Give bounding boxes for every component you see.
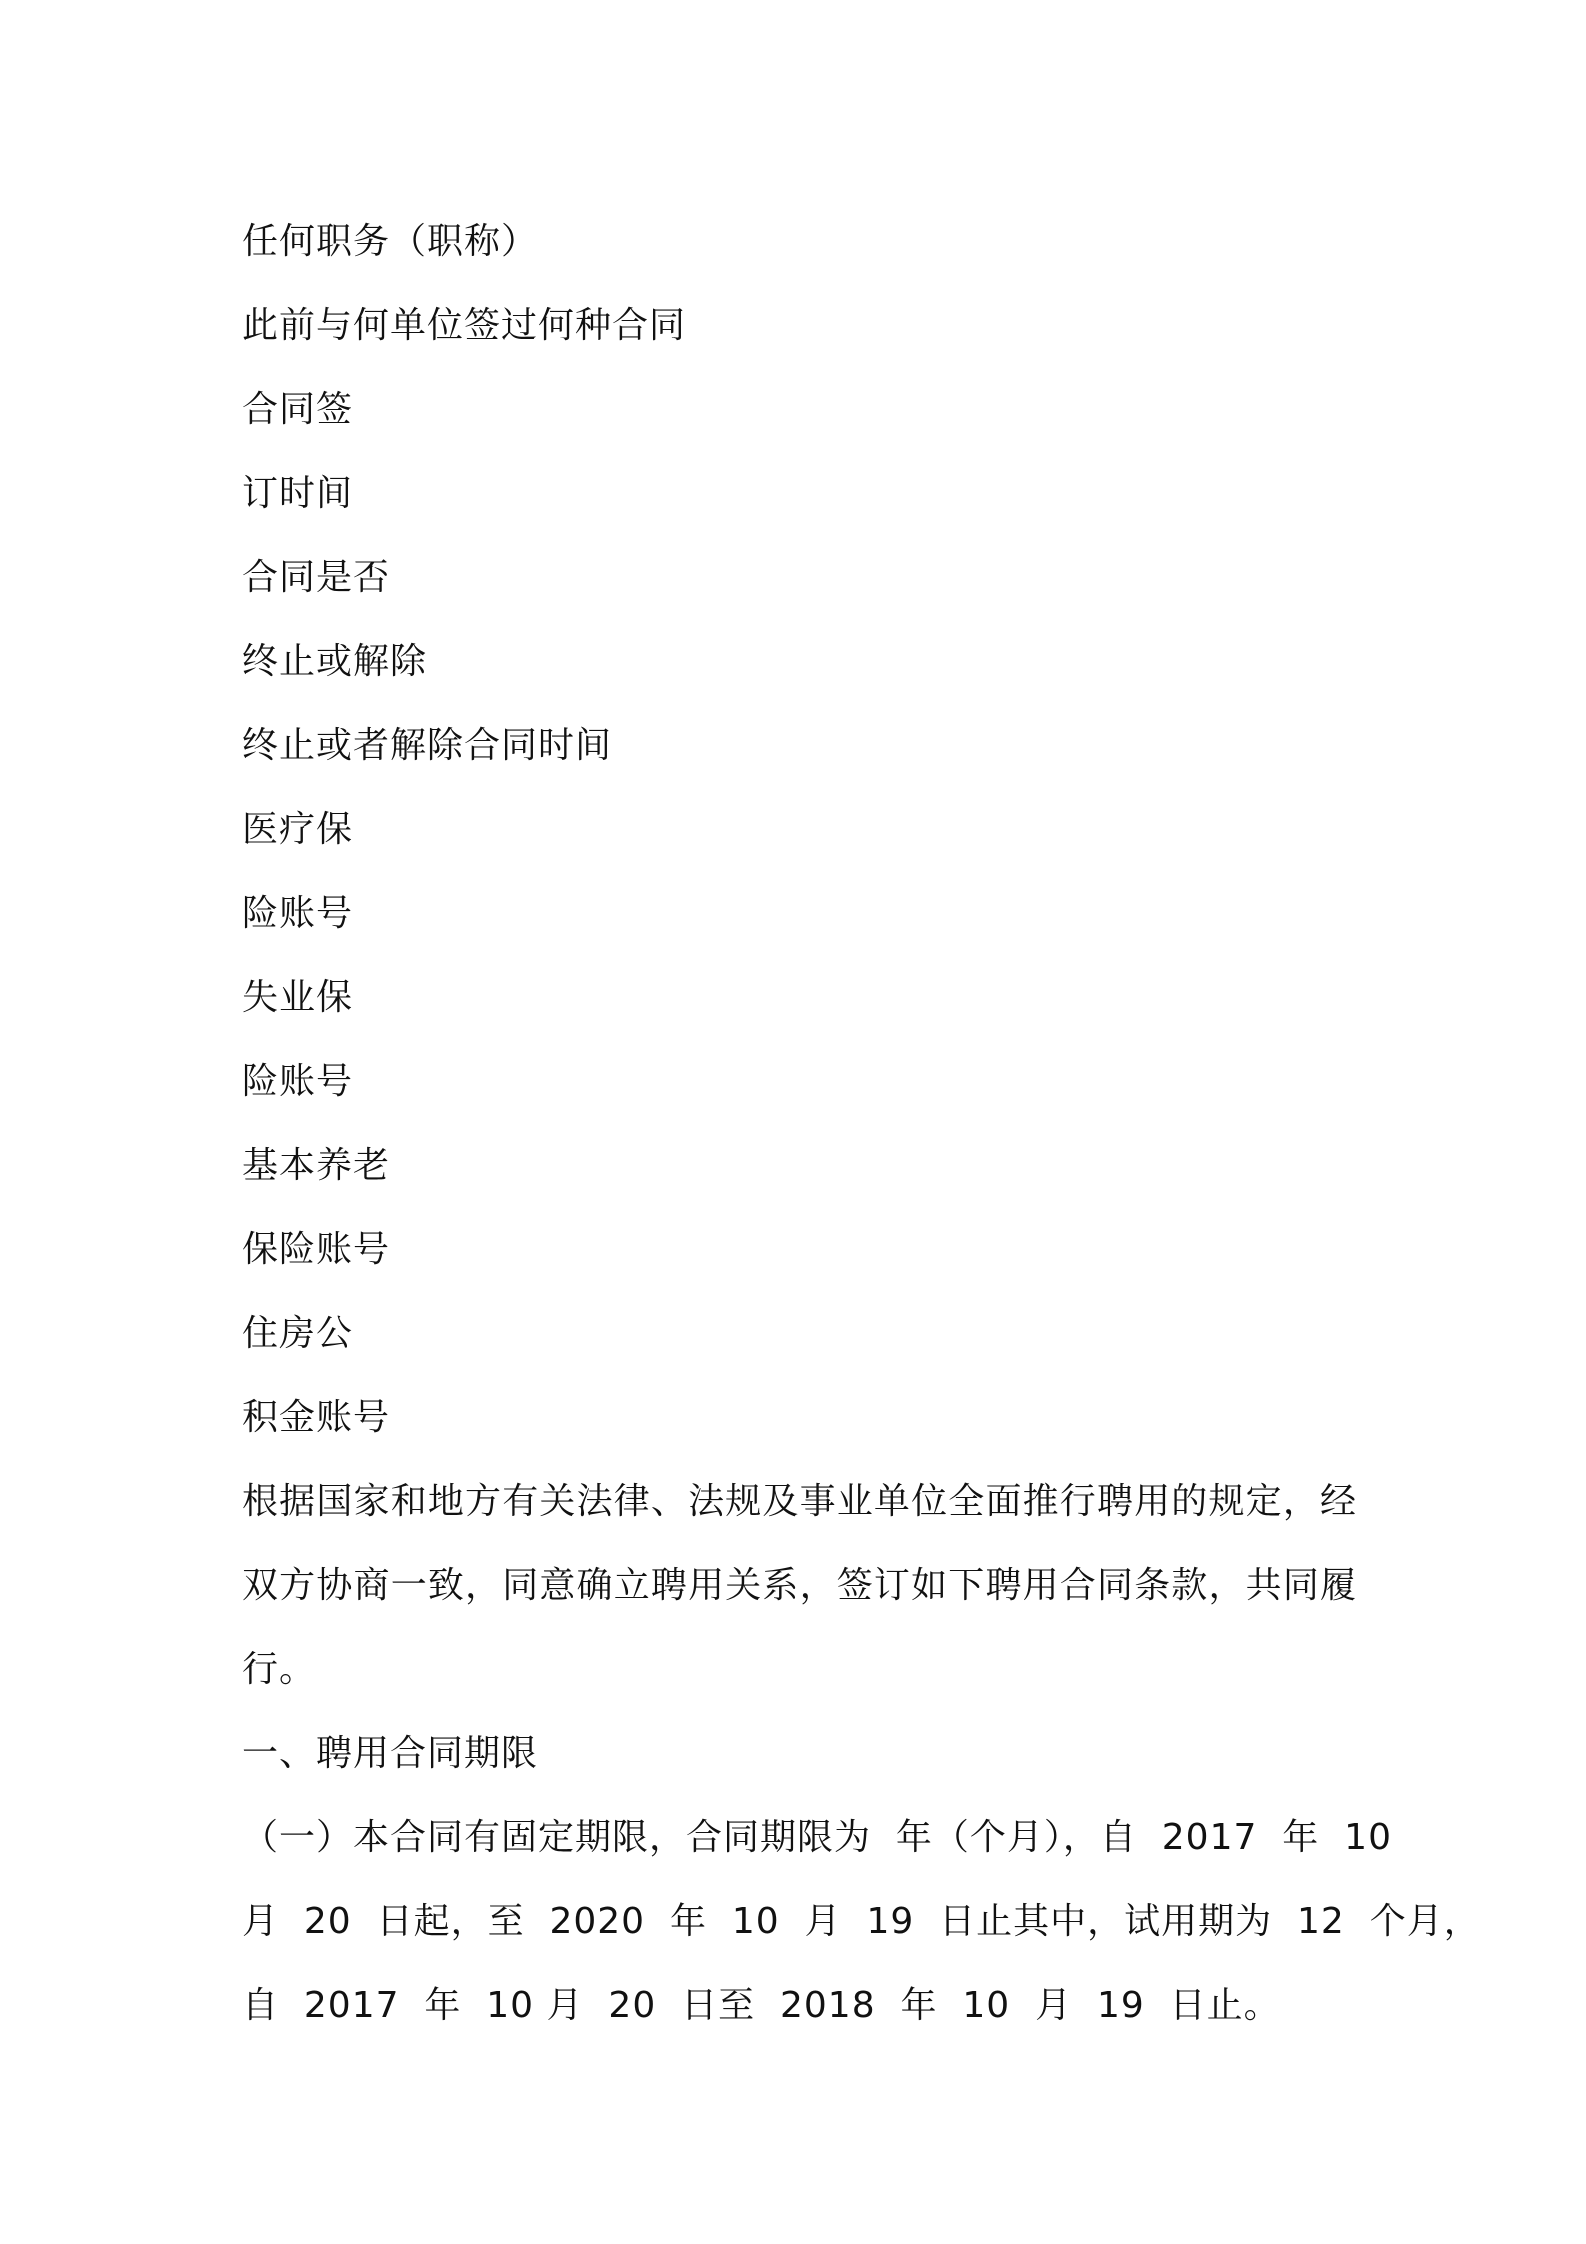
document-body [242, 200, 1481, 2048]
field-medical-insurance: 医疗保 [242, 809, 354, 850]
field-pension: 基本养老 [242, 1145, 391, 1186]
field-pension-account: 保险账号 [242, 1229, 391, 1270]
field-terminated: 终止或解除 [242, 641, 428, 682]
field-previous-contract: 此前与何单位签过何种合同 [242, 305, 687, 346]
field-housing-fund-account: 积金账号 [242, 1397, 391, 1438]
intro-line-1: 根据国家和地方有关法律、法规及事业单位全面推行聘用的规定，经 [242, 1481, 1357, 1522]
field-contract-signed: 合同签 [242, 389, 354, 430]
clause-fixed-term [242, 1796, 1481, 2048]
clause-line-1: （一）本合同有固定期限，合同期限为 年（个月），自 2017 年 10 [242, 1817, 1392, 1858]
field-contract-whether: 合同是否 [242, 557, 391, 598]
field-position-title: 任何职务（职称） [242, 221, 539, 262]
field-signing-time: 订时间 [242, 473, 354, 514]
field-unemployment-account: 险账号 [242, 1061, 354, 1102]
intro-paragraph [242, 1460, 1357, 1712]
field-housing-fund: 住房公 [242, 1313, 354, 1354]
field-termination-time: 终止或者解除合同时间 [242, 725, 613, 766]
field-unemployment-insurance: 失业保 [242, 977, 354, 1018]
clause-line-2: 月 20 日起，至 2020 年 10 月 19 日止其中，试用期为 12 个月， [242, 1901, 1481, 1942]
intro-line-3: 行。 [242, 1649, 317, 1690]
clause-line-3: 自 2017 年 10 月 20 日至 2018 年 10 月 19 日止。 [242, 1985, 1281, 2026]
intro-line-2: 双方协商一致，同意确立聘用关系，签订如下聘用合同条款，共同履 [242, 1565, 1357, 1606]
field-medical-account: 险账号 [242, 893, 354, 934]
section-heading-contract-term: 一、聘用合同期限 [242, 1733, 539, 1774]
